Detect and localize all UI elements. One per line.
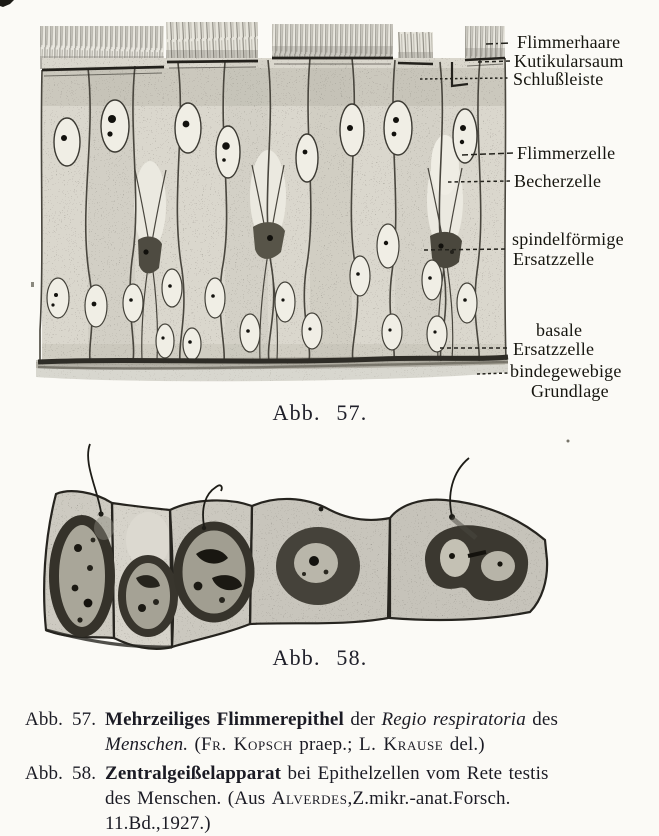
label-spindelfoermige: spindelförmige: [512, 229, 624, 249]
caption-57-credit-kopsch: Fr. Kopsch: [201, 734, 293, 755]
label-grundlage: Grundlage: [531, 381, 609, 401]
caption-57-mid: der: [343, 709, 382, 730]
label-bindegewebige: bindegewebige: [510, 361, 622, 381]
label-basale: basale: [536, 320, 583, 340]
caption-58-line-1: [25, 761, 640, 786]
caption-58-rest: bei Epithelzellen vom Rete testis: [281, 763, 549, 784]
figure-58-cell-row-drawing: [0, 428, 659, 668]
label-schlussleiste: Schlußleiste: [513, 69, 604, 89]
caption-57-paren: (: [188, 734, 202, 755]
label-flimmerzelle: Flimmerzelle: [517, 143, 616, 163]
caption-57-title: Mehrzeiliges Flimmerepithel: [105, 709, 344, 730]
caption-abb-58: [25, 761, 640, 836]
caption-57-latin: Regio respiratoria: [381, 709, 526, 730]
caption-58-volume-year: 11.Bd.,1927.): [105, 813, 211, 834]
figure-57-number: Abb. 57.: [272, 400, 368, 425]
caption-58-number: Abb. 58.: [25, 763, 97, 784]
caption-57-line-1: [25, 707, 640, 732]
caption-58-line-3: [25, 811, 640, 836]
label-kutikularsaum: Kutikularsaum: [514, 51, 624, 71]
basal-body-4: [319, 507, 324, 512]
basal-body-2: [202, 526, 206, 530]
caption-58-journal: ,Z.mikr.-anat.Forsch.: [347, 788, 511, 809]
basal-body-1: [98, 511, 103, 516]
label-becherzelle: Becherzelle: [514, 171, 602, 191]
caption-58-line-2: [25, 786, 640, 811]
caption-57-praep: praep.;: [292, 734, 359, 755]
caption-abb-57: [25, 707, 640, 757]
caption-58-title: Zentralgeißelapparat: [105, 763, 282, 784]
caption-57-credit-krause: L. Krause: [358, 734, 444, 755]
caption-57-del: del.): [443, 734, 485, 755]
caption-58-credit-alverdes: Alverdes: [271, 788, 348, 809]
label-ersatzzelle-basal: Ersatzzelle: [513, 339, 595, 359]
caption-57-tail: des: [525, 709, 559, 730]
figure-58-number: Abb. 58.: [272, 645, 368, 670]
caption-58-source-start: des Menschen. (Aus: [105, 788, 272, 809]
caption-57-menschen: Menschen.: [105, 734, 189, 755]
caption-57-number: Abb. 57.: [25, 709, 97, 730]
scan-corner-mark: [0, 0, 14, 7]
caption-57-line-2: [25, 732, 640, 757]
label-flimmerhaare: Flimmerhaare: [517, 32, 621, 52]
label-ersatzzelle-spindel: Ersatzzelle: [513, 249, 595, 269]
scan-speck: [31, 282, 34, 287]
